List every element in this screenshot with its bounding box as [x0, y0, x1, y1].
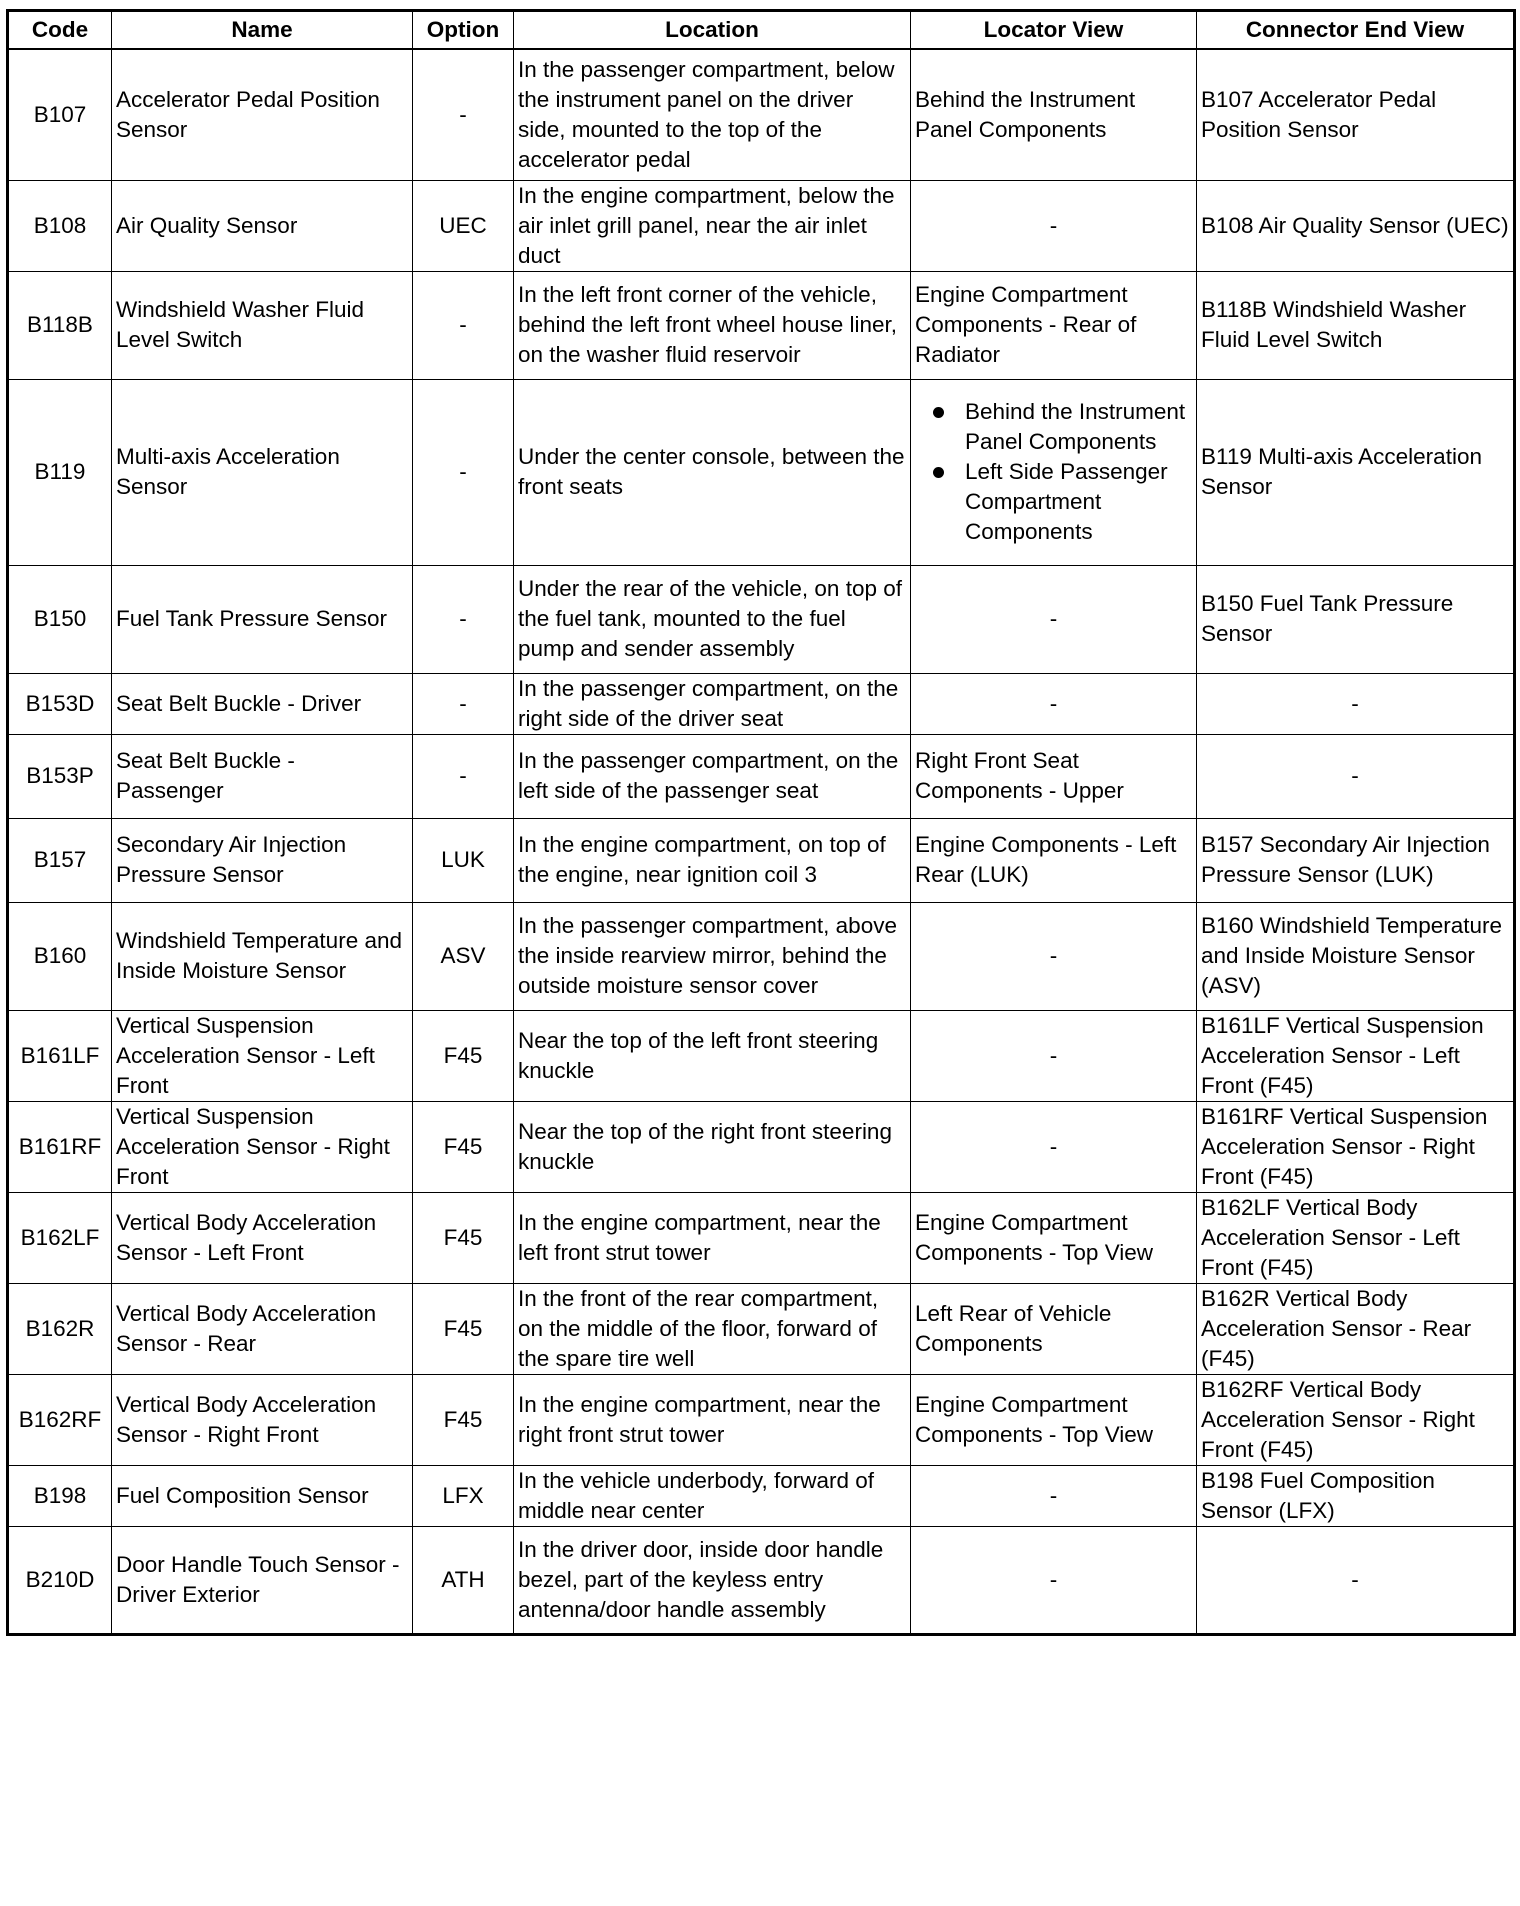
table-row — [8, 1526, 1515, 1634]
cell-locator-view — [911, 1465, 1197, 1526]
table-row — [8, 1283, 1515, 1374]
cell-code: B161RF — [8, 1101, 112, 1192]
locator-view-item: Left Side Passenger Compartment Components — [915, 457, 1192, 547]
cell-option: - — [413, 379, 514, 565]
cell-option: LUK — [413, 818, 514, 902]
cell-location: In the left front corner of the vehicle, behind the left front wheel house liner, on the washer fluid reservoir — [514, 271, 911, 379]
table-row — [8, 818, 1515, 902]
cell-option: UEC — [413, 180, 514, 271]
cell-connector-end-view: B107 Accelerator Pedal Position Sensor — [1197, 49, 1515, 180]
cell-connector-end-view: B161RF Vertical Suspension Acceleration Sensor - Right Front (F45) — [1197, 1101, 1515, 1192]
table-row — [8, 1010, 1515, 1101]
locator-view-text: Behind the Instrument Panel Components — [915, 86, 1136, 142]
cell-option: ASV — [413, 902, 514, 1010]
header-row — [8, 11, 1515, 50]
locator-view-text: Engine Compartment Components - Top View — [915, 1209, 1154, 1265]
cell-locator-view — [911, 1374, 1197, 1465]
locator-view-text: Engine Compartment Components - Top View — [915, 1391, 1154, 1447]
cell-code: B198 — [8, 1465, 112, 1526]
cell-location: In the passenger compartment, below the instrument panel on the driver side, mounted to the top of the accelerator pedal — [514, 49, 911, 180]
cell-locator-view — [911, 902, 1197, 1010]
locator-view-list — [915, 397, 1192, 547]
cell-name: Multi-axis Acceleration Sensor — [112, 379, 413, 565]
cell-locator-view — [911, 1010, 1197, 1101]
component-locator-table — [6, 9, 1516, 1636]
header-locator-view: Locator View — [911, 11, 1197, 50]
header-code: Code — [8, 11, 112, 50]
cell-name: Vertical Suspension Acceleration Sensor - Right Front — [112, 1101, 413, 1192]
locator-view-item: Behind the Instrument Panel Components — [915, 397, 1192, 457]
cell-code: B108 — [8, 180, 112, 271]
cell-code: B153P — [8, 734, 112, 818]
cell-connector-end-view: B162R Vertical Body Acceleration Sensor - Rear (F45) — [1197, 1283, 1515, 1374]
header-connector-end-view: Connector End View — [1197, 11, 1515, 50]
cell-connector-end-view: B160 Windshield Temperature and Inside Moisture Sensor (ASV) — [1197, 902, 1515, 1010]
cell-location: In the engine compartment, near the right front strut tower — [514, 1374, 911, 1465]
locator-view-text: - — [1049, 1482, 1058, 1508]
cell-name: Vertical Body Acceleration Sensor - Rear — [112, 1283, 413, 1374]
cell-location: In the engine compartment, near the left front strut tower — [514, 1192, 911, 1283]
locator-view-text: - — [1049, 606, 1058, 631]
locator-view-text: - — [1049, 943, 1058, 968]
cell-location: Under the center console, between the front seats — [514, 379, 911, 565]
cell-code: B210D — [8, 1526, 112, 1634]
table-row — [8, 1192, 1515, 1283]
table-row — [8, 1374, 1515, 1465]
cell-location: In the engine compartment, on top of the engine, near ignition coil 3 — [514, 818, 911, 902]
cell-location: Near the top of the left front steering knuckle — [514, 1010, 911, 1101]
cell-name: Windshield Temperature and Inside Moisture Sensor — [112, 902, 413, 1010]
cell-option: F45 — [413, 1374, 514, 1465]
cell-code: B118B — [8, 271, 112, 379]
cell-name: Fuel Tank Pressure Sensor — [112, 565, 413, 673]
locator-view-text: Engine Components - Left Rear (LUK) — [915, 832, 1177, 887]
locator-view-text: Left Rear of Vehicle Components — [915, 1300, 1112, 1356]
table-row — [8, 1101, 1515, 1192]
cell-locator-view — [911, 379, 1197, 565]
cell-locator-view — [911, 1192, 1197, 1283]
cell-locator-view — [911, 1283, 1197, 1374]
cell-location: In the driver door, inside door handle bezel, part of the keyless entry antenna/door handle assembly — [514, 1526, 911, 1634]
cell-name: Windshield Washer Fluid Level Switch — [112, 271, 413, 379]
table-row — [8, 734, 1515, 818]
cell-connector-end-view: B150 Fuel Tank Pressure Sensor — [1197, 565, 1515, 673]
locator-view-text: - — [1049, 690, 1058, 716]
cell-code: B157 — [8, 818, 112, 902]
table-row — [8, 565, 1515, 673]
cell-name: Seat Belt Buckle - Driver — [112, 673, 413, 734]
cell-option: F45 — [413, 1010, 514, 1101]
cell-locator-view — [911, 180, 1197, 271]
cell-locator-view — [911, 1526, 1197, 1634]
cell-code: B119 — [8, 379, 112, 565]
table-row — [8, 902, 1515, 1010]
locator-view-text: - — [1049, 212, 1058, 238]
cell-option: F45 — [413, 1283, 514, 1374]
cell-locator-view — [911, 818, 1197, 902]
cell-connector-end-view: B161LF Vertical Suspension Acceleration Sensor - Left Front (F45) — [1197, 1010, 1515, 1101]
cell-name: Vertical Body Acceleration Sensor - Right Front — [112, 1374, 413, 1465]
cell-location: In the passenger compartment, on the left side of the passenger seat — [514, 734, 911, 818]
table-row — [8, 49, 1515, 180]
cell-name: Vertical Body Acceleration Sensor - Left Front — [112, 1192, 413, 1283]
cell-location: Under the rear of the vehicle, on top of the fuel tank, mounted to the fuel pump and sender assembly — [514, 565, 911, 673]
header-option: Option — [413, 11, 514, 50]
cell-code: B161LF — [8, 1010, 112, 1101]
cell-option: - — [413, 734, 514, 818]
cell-connector-end-view: B157 Secondary Air Injection Pressure Sensor (LUK) — [1197, 818, 1515, 902]
cell-option: - — [413, 49, 514, 180]
cell-name: Air Quality Sensor — [112, 180, 413, 271]
locator-view-text: Engine Compartment Components - Rear of Radiator — [915, 282, 1137, 367]
cell-name: Secondary Air Injection Pressure Sensor — [112, 818, 413, 902]
header-location: Location — [514, 11, 911, 50]
cell-code: B162RF — [8, 1374, 112, 1465]
cell-option: F45 — [413, 1101, 514, 1192]
cell-option: - — [413, 565, 514, 673]
table-body — [8, 49, 1515, 1634]
header-name: Name — [112, 11, 413, 50]
cell-connector-end-view: B119 Multi-axis Acceleration Sensor — [1197, 379, 1515, 565]
locator-view-text: - — [1049, 1566, 1058, 1592]
cell-location: Near the top of the right front steering knuckle — [514, 1101, 911, 1192]
table-row — [8, 180, 1515, 271]
cell-code: B162LF — [8, 1192, 112, 1283]
cell-name: Fuel Composition Sensor — [112, 1465, 413, 1526]
cell-code: B107 — [8, 49, 112, 180]
cell-name: Accelerator Pedal Position Sensor — [112, 49, 413, 180]
cell-location: In the front of the rear compartment, on the middle of the floor, forward of the spare tire well — [514, 1283, 911, 1374]
cell-option: - — [413, 673, 514, 734]
cell-connector-end-view: B108 Air Quality Sensor (UEC) — [1197, 180, 1515, 271]
locator-view-text: Right Front Seat Components - Upper — [915, 748, 1124, 803]
cell-location: In the passenger compartment, above the inside rearview mirror, behind the outside moisture sensor cover — [514, 902, 911, 1010]
cell-connector-end-view: - — [1197, 734, 1515, 818]
table-row — [8, 673, 1515, 734]
cell-connector-end-view: - — [1197, 673, 1515, 734]
cell-name: Door Handle Touch Sensor - Driver Exterior — [112, 1526, 413, 1634]
cell-connector-end-view: B198 Fuel Composition Sensor (LFX) — [1197, 1465, 1515, 1526]
cell-locator-view — [911, 734, 1197, 818]
cell-code: B160 — [8, 902, 112, 1010]
cell-locator-view — [911, 673, 1197, 734]
cell-location: In the passenger compartment, on the right side of the driver seat — [514, 673, 911, 734]
cell-code: B162R — [8, 1283, 112, 1374]
table-row — [8, 271, 1515, 379]
cell-name: Seat Belt Buckle - Passenger — [112, 734, 413, 818]
cell-connector-end-view: B162RF Vertical Body Acceleration Sensor - Right Front (F45) — [1197, 1374, 1515, 1465]
cell-code: B150 — [8, 565, 112, 673]
cell-connector-end-view: B118B Windshield Washer Fluid Level Switch — [1197, 271, 1515, 379]
cell-location: In the vehicle underbody, forward of middle near center — [514, 1465, 911, 1526]
cell-name: Vertical Suspension Acceleration Sensor - Left Front — [112, 1010, 413, 1101]
table-row — [8, 379, 1515, 565]
cell-option: LFX — [413, 1465, 514, 1526]
cell-option: ATH — [413, 1526, 514, 1634]
locator-view-text: - — [1049, 1042, 1058, 1068]
table-row — [8, 1465, 1515, 1526]
cell-connector-end-view: - — [1197, 1526, 1515, 1634]
cell-locator-view — [911, 565, 1197, 673]
cell-locator-view — [911, 1101, 1197, 1192]
cell-option: F45 — [413, 1192, 514, 1283]
cell-location: In the engine compartment, below the air inlet grill panel, near the air inlet duct — [514, 180, 911, 271]
cell-locator-view — [911, 271, 1197, 379]
locator-view-text: - — [1049, 1133, 1058, 1159]
cell-locator-view — [911, 49, 1197, 180]
cell-option: - — [413, 271, 514, 379]
cell-code: B153D — [8, 673, 112, 734]
cell-connector-end-view: B162LF Vertical Body Acceleration Sensor - Left Front (F45) — [1197, 1192, 1515, 1283]
